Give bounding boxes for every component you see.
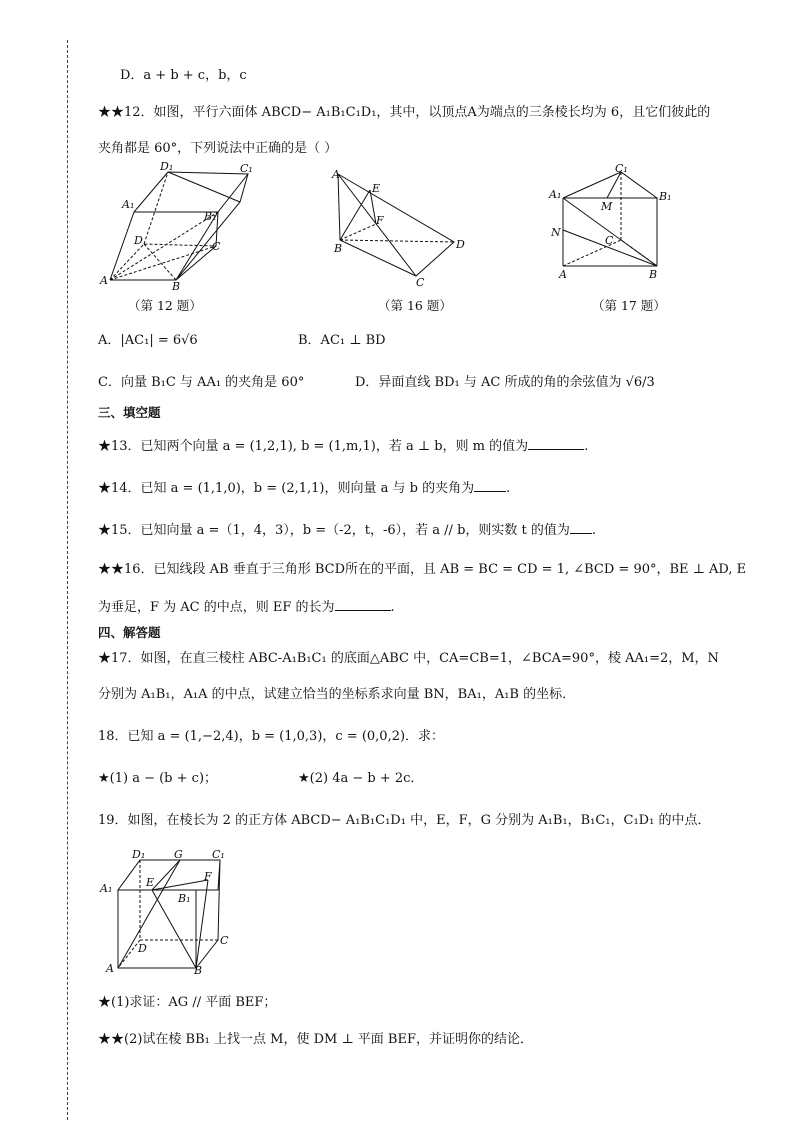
label-a1: A₁ <box>549 188 562 201</box>
q12-stem-line2: 夹角都是 60°，下列说法中正确的是（ ） <box>98 141 338 156</box>
label-b1: B₁ <box>178 892 191 905</box>
label-a: A <box>332 168 340 181</box>
q14-text: ★14．已知 a = (1,1,0)，b = (2,1,1)，则向量 a 与 b 的夹角为 . <box>98 481 511 496</box>
label-b1: B₁ <box>204 210 217 223</box>
label-d1: D₁ <box>160 160 174 173</box>
label-d: D <box>134 234 143 247</box>
section-solution-heading: 四、解答题 <box>98 625 161 640</box>
caption-fig16: （第 16 题） <box>378 298 452 313</box>
label-a: A <box>106 962 114 975</box>
q18-part1: ★(1) a − (b + c)； <box>98 771 218 786</box>
q18-part2: ★(2) 4a − b + 2c． <box>298 771 424 786</box>
figure-q19 <box>98 846 238 978</box>
label-b1: B₁ <box>659 190 672 203</box>
q17-line1: ★17．如图，在直三棱柱 ABC-A₁B₁C₁ 的底面△ABC 中，CA=CB=1，∠BCA=90°，棱 AA₁=2，M，N <box>98 651 719 666</box>
q12-stem-line1: ★★12．如图，平行六面体 ABCD− A₁B₁C₁D₁，其中，以顶点A为端点的三条棱长均为 6，且它们彼此的 <box>98 105 711 120</box>
q11-option-d: D．a + b + c，b，c <box>120 68 247 83</box>
q15-text: ★15．已知向量 a =（1，4，3），b =（-2，t，-6），若 a // b，则实数 t 的值为 . <box>98 523 597 538</box>
label-e: E <box>372 182 381 195</box>
label-n: N <box>551 226 561 239</box>
label-c: C <box>416 276 425 288</box>
binding-margin-line <box>67 40 68 1120</box>
figure-q17 <box>545 160 675 282</box>
label-b: B <box>334 242 343 255</box>
figure-q12 <box>98 160 268 290</box>
q19-stem: 19．如图，在棱长为 2 的正方体 ABCD− A₁B₁C₁D₁ 中，E，F，G 分别为 A₁B₁，B₁C₁，C₁D₁ 的中点． <box>98 813 711 828</box>
q19-part1: ★(1)求证：AG // 平面 BEF； <box>98 995 277 1010</box>
label-b: B <box>172 280 181 290</box>
q12-option-d: D．异面直线 BD₁ 与 AC 所成的角的余弦值为 √6/3 <box>355 375 655 390</box>
label-b: B <box>649 268 658 281</box>
label-d: D <box>456 238 465 251</box>
label-g: G <box>174 848 183 861</box>
label-c1: C₁ <box>212 848 225 861</box>
label-a1: A₁ <box>100 882 113 895</box>
label-e: E <box>146 876 155 889</box>
label-c1: C₁ <box>615 162 628 175</box>
section-fill-in-heading: 三、填空题 <box>98 405 161 420</box>
label-a: A <box>559 268 567 281</box>
q16-line2: 为垂足，F 为 AC 的中点，则 EF 的长为 . <box>98 600 395 615</box>
q18-stem: 18．已知 a = (1,−2,4)，b = (1,0,3)，c = (0,0,2)．求： <box>98 729 445 744</box>
q19-part2: ★★(2)试在棱 BB₁ 上找一点 M，使 DM ⊥ 平面 BEF，并证明你的结论． <box>98 1032 533 1047</box>
q12-option-a: A．|AC₁| = 6√6 <box>98 333 198 348</box>
q17-line2: 分别为 A₁B₁，A₁A 的中点，试建立恰当的坐标系求向量 BN，BA₁，A₁B 的坐标． <box>98 687 576 702</box>
label-a1: A₁ <box>122 198 135 211</box>
q12-option-c: C．向量 B₁C 与 AA₁ 的夹角是 60° <box>98 375 305 390</box>
label-c1: C₁ <box>240 162 253 175</box>
q16-line1: ★★16．已知线段 AB 垂直于三角形 BCD所在的平面，且 AB = BC = CD = 1, ∠BCD = 90°，BE ⊥ AD, E <box>98 562 747 577</box>
label-d: D <box>138 942 147 955</box>
label-f: F <box>376 214 384 227</box>
label-c: C <box>605 234 614 247</box>
label-d1: D₁ <box>132 848 146 861</box>
q13-text: ★13．已知两个向量 a = (1,2,1), b = (1,m,1)，若 a ⊥ b，则 m 的值为 . <box>98 439 589 454</box>
caption-fig12: （第 12 题） <box>128 298 202 313</box>
label-c: C <box>220 934 229 947</box>
q12-option-b: B．AC₁ ⊥ BD <box>298 333 386 348</box>
label-f: F <box>204 870 212 883</box>
label-m: M <box>601 200 613 213</box>
figure-q16 <box>330 168 470 288</box>
label-c: C <box>212 240 221 253</box>
label-a: A <box>100 274 108 287</box>
label-b: B <box>194 964 203 977</box>
caption-fig17: （第 17 题） <box>592 298 666 313</box>
